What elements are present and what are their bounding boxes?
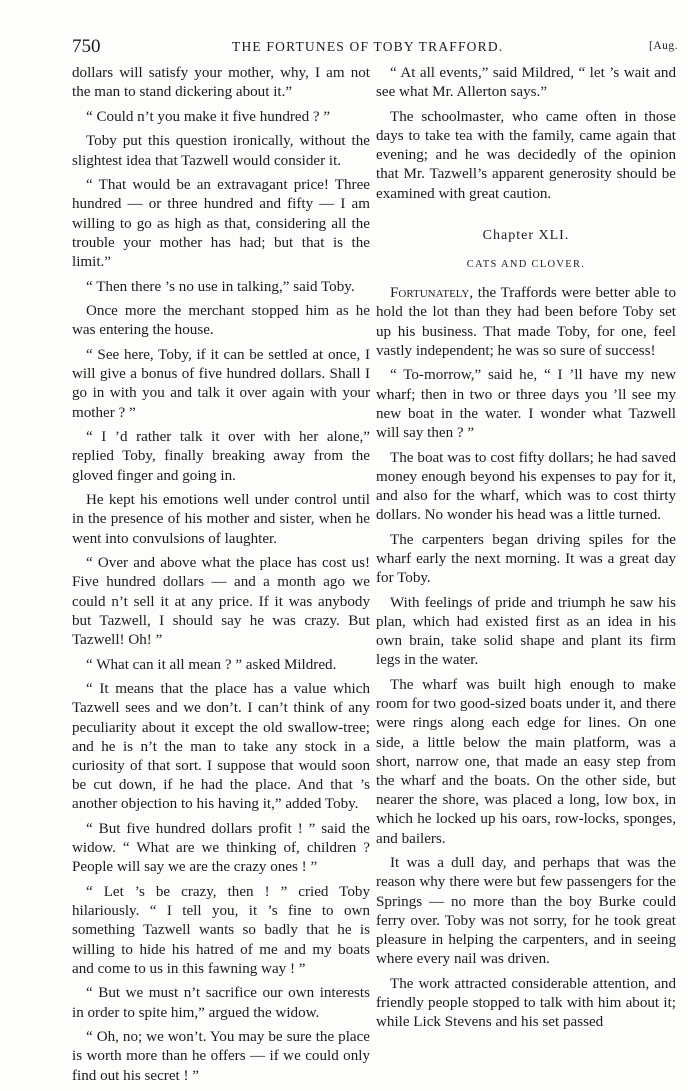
paragraph-text: He kept his emotions well under control until in the presence of his mother and sister, when he went into convulsions of laughter. xyxy=(72,492,370,547)
paragraph xyxy=(72,278,370,297)
paragraph xyxy=(376,284,676,361)
paragraph xyxy=(72,346,370,423)
paragraph-text: “ To-morrow,” said he, “ I ’ll have my new wharf; then in two or three days you ’ll see my new boat in the water. I wonder what Tazwell will say then ? ” xyxy=(376,367,676,442)
chapter-opening-word: Fortunately xyxy=(390,285,470,302)
paragraph-text: dollars will satisfy your mother, why, I am not the man to stand dickering about it.” xyxy=(72,65,370,101)
paragraph xyxy=(72,680,370,814)
paragraph xyxy=(376,449,676,526)
paragraph xyxy=(72,820,370,878)
page-number: 750 xyxy=(72,36,101,57)
left-column xyxy=(72,64,370,1091)
paragraph xyxy=(72,132,370,170)
right-column-bottom xyxy=(376,284,676,1032)
running-header xyxy=(72,34,678,58)
paragraph-text: “ Could n’t you make it five hundred ? ” xyxy=(86,108,331,125)
paragraph-text: “ But five hundred dollars profit ! ” said the widow. “ What are we thinking of, children ? People will say we are the crazy ones ! ” xyxy=(72,821,370,876)
paragraph xyxy=(376,854,676,969)
chapter-subtitle: CATS AND CLOVER. xyxy=(466,259,586,271)
paragraph-text: The schoolmaster, who came often in those days to take tea with the family, came again that evening; and he was decidedly of the opinion that Mr. Tazwell’s apparent generosity should be examined with great caution. xyxy=(376,108,676,202)
chapter-heading: Chapter XLI. xyxy=(482,227,570,243)
paragraph xyxy=(72,64,370,102)
right-column-top xyxy=(376,64,676,204)
paragraph xyxy=(72,1028,370,1086)
paragraph xyxy=(72,554,370,650)
paragraph xyxy=(376,108,676,204)
paragraph-text: “ What can it all mean ? ” asked Mildred. xyxy=(86,656,337,673)
paragraph-text: The wharf was built high enough to make room for two good-sized boats under it, and there were rings along each edge for lines. On one side, a little below the main platform, was a short, narrow one, that made an easy step from the wharf and the boats. On the other side, but nearer the shore, was placed a long, low box, in which he locked up his oars, row-locks, sponges, and bailers. xyxy=(376,677,676,847)
paragraph-text: The work attracted considerable attention, and friendly people stopped to talk with him about it; while Lick Stevens and his set passed xyxy=(376,975,676,1031)
paragraph xyxy=(72,108,370,127)
paragraph-text: It was a dull day, and perhaps that was the reason why there were but few passengers for the Springs — no more than the boy Burke could ferry over. Toby was not sorry, for he took great pleasure in helping the carpenters, and in seeing where every nail was driven. xyxy=(376,855,676,968)
paragraph xyxy=(376,594,676,671)
paragraph-text: “ It means that the place has a value which Tazwell sees and we don’t. I can’t think of any peculiarity about it except the old swallow-tree; and he is n’t the man to take any stock in a curiosity of that sort. I suppose that would soon be cut down, if he had the place. And that ’s another objection to his having it,” added Toby. xyxy=(72,681,370,813)
paragraph-text: “ At all events,” said Mildred, “ let ’s wait and see what Mr. Allerton says.” xyxy=(376,65,676,101)
running-title: THE FORTUNES OF TOBY TRAFFORD. xyxy=(232,39,504,54)
paragraph xyxy=(376,64,676,102)
paragraph-text: “ But we must n’t sacrifice our own interests in order to spite him,” argued the widow. xyxy=(72,985,370,1021)
paragraph-text: “ Then there ’s no use in talking,” said Toby. xyxy=(86,278,355,295)
paragraph xyxy=(376,975,676,1033)
paragraph xyxy=(72,491,370,549)
paragraph xyxy=(72,302,370,340)
paragraph-text: “ That would be an extravagant price! Three hundred — or three hundred and fifty — I am willing to go as high as that, considering all the trouble your mother has had; but that is the limit.” xyxy=(72,177,370,270)
paragraph-text: Once more the merchant stopped him as he was entering the house. xyxy=(72,303,370,339)
paragraph-text: “ Oh, no; we won’t. You may be sure the place is worth more than he offers — if we could only find out his secret ! ” xyxy=(72,1029,370,1084)
paragraph-text: The carpenters began driving spiles for the wharf early the next morning. It was a great day for Toby. xyxy=(376,531,676,587)
paragraph-text: , the Traffords were better able to hold the lot than they had been before Toby set up his business. That made Toby, for one, feel vastly independent; he was so sure of success! xyxy=(376,285,676,359)
right-column xyxy=(376,64,676,1038)
paragraph xyxy=(376,676,676,849)
paragraph-text: “ I ’d rather talk it over with her alone,” replied Toby, finally breaking away from the gloved finger and going in. xyxy=(72,429,370,484)
paragraph xyxy=(72,656,370,675)
paragraph xyxy=(72,883,370,979)
paragraph-text: The boat was to cost fifty dollars; he had saved money enough beyond his expenses to pay for it, and also for the wharf, which was to cost thirty dollars. No wonder his head was a little turned. xyxy=(376,449,676,524)
paragraph-text: “ See here, Toby, if it can be settled at once, I will give a bonus of five hundred dollars. Shall I go in with you and talk it over again with your mother ? ” xyxy=(72,346,370,421)
paragraph xyxy=(376,531,676,589)
paragraph xyxy=(72,428,370,486)
paragraph-text: Toby put this question ironically, without the slightest idea that Tazwell would consider it. xyxy=(72,133,370,169)
issue-month: [Aug. xyxy=(648,40,678,52)
paragraph-text: “ Over and above what the place has cost us! Five hundred dollars — and a month ago we could n’t sell it at any price. If it was anybody but Tazwell, I should say he was crazy. But Tazwell! Oh! ” xyxy=(72,555,370,648)
paragraph-text: With feelings of pride and triumph he saw his plan, which had existed first as an idea in his own brain, take solid shape and plant its firm legs in the water. xyxy=(376,594,676,669)
paragraph xyxy=(72,984,370,1022)
paragraph xyxy=(376,366,676,443)
paragraph-text: “ Let ’s be crazy, then ! ” cried Toby hilariously. “ I tell you, it ’s fine to own something Tazwell wants so badly that he is willing to hide his hatred of me and my boats and come to us in this fawning way ! ” xyxy=(72,884,370,977)
paragraph xyxy=(72,176,370,272)
